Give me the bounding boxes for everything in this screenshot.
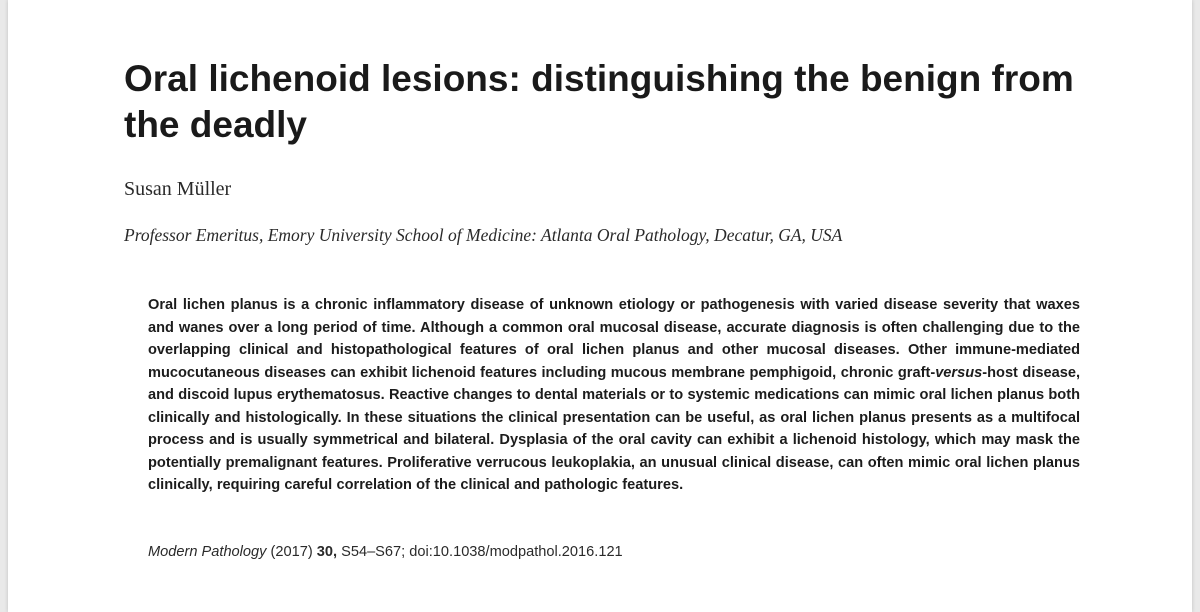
abstract-text-part1: Oral lichen planus is a chronic inflammatory disease of unknown etiology or pathogenesis with varied disease severity that waxes and wanes over a long period of time. Although a common oral mucosal disease, accurate diagnosis is often challenging due to the overlapping clinical and histopathological features of oral lichen planus and other mucosal diseases. Other immune-mediated mucocutaneous diseases can exhibit lichenoid features including mucous membrane pemphigoid, chronic graft- — [148, 297, 1080, 381]
abstract-italic-term: versus — [935, 364, 983, 381]
citation-year: (2017) — [266, 544, 317, 560]
abstract-text-part2: -host disease, and discoid lupus erythematosus. Reactive changes to dental materials or to systemic medications can mimic oral lichen planus both clinically and histologically. In these situations the clinical presentation can be useful, as oral lichen planus presents as a multifocal process and is usually symmetrical and bilateral. Dysplasia of the oral cavity can exhibit a lichenoid histology, which may mask the potentially premalignant features. Proliferative verrucous leukoplakia, an unusual clinical disease, can often mimic oral lichen planus clinically, requiring careful correlation of the clinical and pathologic features. — [148, 364, 1080, 493]
citation-journal: Modern Pathology — [148, 544, 267, 560]
author-affiliation: Professor Emeritus, Emory University School of Medicine: Atlanta Oral Pathology, Decatur, GA, USA — [124, 225, 843, 245]
author-name: Susan Müller — [124, 178, 232, 200]
paper-page — [8, 0, 1192, 612]
abstract — [148, 294, 1080, 497]
citation-volume: 30, — [316, 544, 338, 560]
article-title: Oral lichenoid lesions: distinguishing the benign from the deadly — [124, 58, 1074, 145]
citation-line — [148, 541, 623, 563]
citation-pages-doi: S54–S67; doi:10.1038/modpathol.2016.121 — [337, 544, 623, 560]
